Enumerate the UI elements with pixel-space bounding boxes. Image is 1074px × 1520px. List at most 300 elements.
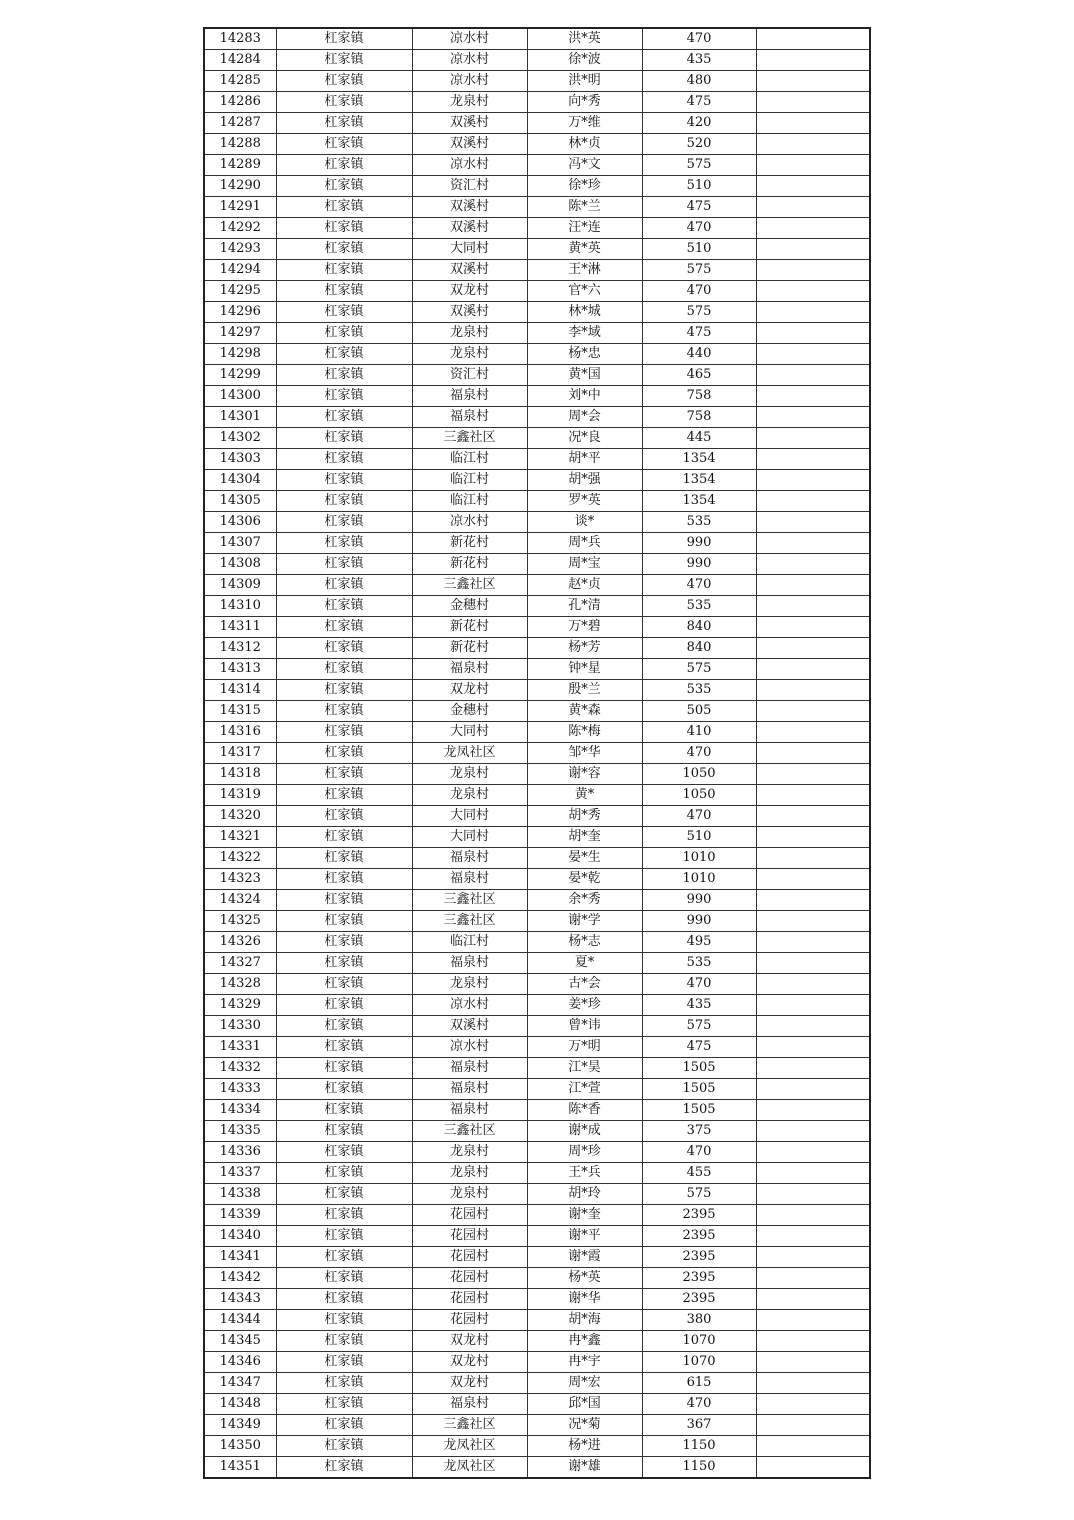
note-cell [756,743,870,764]
village-cell: 双溪村 [412,218,527,239]
town-cell: 杠家镇 [276,680,412,701]
amount-cell: 505 [642,701,756,722]
note-cell [756,1247,870,1268]
name-cell: 姜*珍 [527,995,642,1016]
village-cell: 大同村 [412,806,527,827]
note-cell [756,995,870,1016]
name-cell: 冉*宇 [527,1352,642,1373]
village-cell: 龙凤社区 [412,743,527,764]
amount-cell: 380 [642,1310,756,1331]
table-row [204,281,870,302]
name-cell: 邱*国 [527,1394,642,1415]
town-cell: 杠家镇 [276,113,412,134]
note-cell [756,344,870,365]
village-cell: 资汇村 [412,365,527,386]
table-row [204,890,870,911]
town-cell: 杠家镇 [276,848,412,869]
serial-cell: 14350 [204,1436,276,1457]
village-cell: 临江村 [412,470,527,491]
serial-cell: 14294 [204,260,276,281]
name-cell: 晏*生 [527,848,642,869]
amount-cell: 575 [642,1016,756,1037]
town-cell: 杠家镇 [276,1457,412,1479]
name-cell: 杨*芳 [527,638,642,659]
village-cell: 资汇村 [412,176,527,197]
note-cell [756,869,870,890]
name-cell: 黄*英 [527,239,642,260]
note-cell [756,176,870,197]
town-cell: 杠家镇 [276,512,412,533]
note-cell [756,1205,870,1226]
serial-cell: 14325 [204,911,276,932]
village-cell: 双溪村 [412,260,527,281]
town-cell: 杠家镇 [276,1352,412,1373]
serial-cell: 14311 [204,617,276,638]
table-row [204,28,870,50]
note-cell [756,449,870,470]
serial-cell: 14299 [204,365,276,386]
town-cell: 杠家镇 [276,428,412,449]
town-cell: 杠家镇 [276,1436,412,1457]
serial-cell: 14351 [204,1457,276,1479]
village-cell: 三鑫社区 [412,890,527,911]
town-cell: 杠家镇 [276,617,412,638]
town-cell: 杠家镇 [276,1415,412,1436]
serial-cell: 14285 [204,71,276,92]
village-cell: 福泉村 [412,1058,527,1079]
name-cell: 陈*梅 [527,722,642,743]
name-cell: 余*秀 [527,890,642,911]
village-cell: 福泉村 [412,1100,527,1121]
amount-cell: 470 [642,974,756,995]
table-row [204,1268,870,1289]
note-cell [756,554,870,575]
note-cell [756,1226,870,1247]
table-row [204,869,870,890]
town-cell: 杠家镇 [276,1247,412,1268]
note-cell [756,92,870,113]
village-cell: 福泉村 [412,386,527,407]
table-row [204,680,870,701]
table-row [204,1205,870,1226]
village-cell: 龙凤社区 [412,1457,527,1479]
serial-cell: 14340 [204,1226,276,1247]
name-cell: 谢*雄 [527,1457,642,1479]
village-cell: 龙泉村 [412,92,527,113]
town-cell: 杠家镇 [276,764,412,785]
table-row [204,1457,870,1479]
amount-cell: 1354 [642,449,756,470]
table-row [204,764,870,785]
amount-cell: 1050 [642,785,756,806]
serial-cell: 14342 [204,1268,276,1289]
town-cell: 杠家镇 [276,323,412,344]
village-cell: 凉水村 [412,995,527,1016]
town-cell: 杠家镇 [276,785,412,806]
village-cell: 临江村 [412,932,527,953]
table-row [204,113,870,134]
note-cell [756,239,870,260]
note-cell [756,407,870,428]
note-cell [756,260,870,281]
table-row [204,701,870,722]
note-cell [756,827,870,848]
amount-cell: 495 [642,932,756,953]
name-cell: 徐*波 [527,50,642,71]
note-cell [756,428,870,449]
note-cell [756,155,870,176]
serial-cell: 14310 [204,596,276,617]
village-cell: 凉水村 [412,155,527,176]
amount-cell: 575 [642,1184,756,1205]
name-cell: 胡*秀 [527,806,642,827]
name-cell: 周*宏 [527,1373,642,1394]
amount-cell: 475 [642,1037,756,1058]
note-cell [756,218,870,239]
serial-cell: 14309 [204,575,276,596]
village-cell: 双溪村 [412,1016,527,1037]
amount-cell: 510 [642,239,756,260]
table-row [204,743,870,764]
name-cell: 谢*成 [527,1121,642,1142]
table-row [204,1184,870,1205]
village-cell: 花园村 [412,1289,527,1310]
town-cell: 杠家镇 [276,1037,412,1058]
village-cell: 三鑫社区 [412,1121,527,1142]
name-cell: 江*昊 [527,1058,642,1079]
town-cell: 杠家镇 [276,575,412,596]
village-cell: 凉水村 [412,512,527,533]
serial-cell: 14337 [204,1163,276,1184]
village-cell: 花园村 [412,1310,527,1331]
serial-cell: 14326 [204,932,276,953]
name-cell: 谢*霞 [527,1247,642,1268]
serial-cell: 14318 [204,764,276,785]
amount-cell: 2395 [642,1226,756,1247]
serial-cell: 14338 [204,1184,276,1205]
table-row [204,848,870,869]
town-cell: 杠家镇 [276,1100,412,1121]
amount-cell: 470 [642,1142,756,1163]
table-row [204,1247,870,1268]
town-cell: 杠家镇 [276,260,412,281]
table-row [204,365,870,386]
serial-cell: 14319 [204,785,276,806]
note-cell [756,134,870,155]
village-cell: 三鑫社区 [412,1415,527,1436]
serial-cell: 14302 [204,428,276,449]
data-table [203,27,871,1479]
table-row [204,911,870,932]
amount-cell: 535 [642,596,756,617]
amount-cell: 435 [642,50,756,71]
town-cell: 杠家镇 [276,1058,412,1079]
name-cell: 万*碧 [527,617,642,638]
note-cell [756,1331,870,1352]
name-cell: 晏*乾 [527,869,642,890]
name-cell: 陈*兰 [527,197,642,218]
town-cell: 杠家镇 [276,806,412,827]
note-cell [756,113,870,134]
table-row [204,722,870,743]
town-cell: 杠家镇 [276,1268,412,1289]
village-cell: 花园村 [412,1226,527,1247]
amount-cell: 1150 [642,1436,756,1457]
note-cell [756,953,870,974]
serial-cell: 14345 [204,1331,276,1352]
amount-cell: 840 [642,638,756,659]
name-cell: 周*会 [527,407,642,428]
table-row [204,197,870,218]
village-cell: 凉水村 [412,50,527,71]
serial-cell: 14289 [204,155,276,176]
table-row [204,638,870,659]
name-cell: 杨*忠 [527,344,642,365]
village-cell: 大同村 [412,827,527,848]
serial-cell: 14314 [204,680,276,701]
town-cell: 杠家镇 [276,407,412,428]
village-cell: 大同村 [412,239,527,260]
village-cell: 龙泉村 [412,764,527,785]
serial-cell: 14291 [204,197,276,218]
name-cell: 夏* [527,953,642,974]
town-cell: 杠家镇 [276,155,412,176]
table-row [204,575,870,596]
serial-cell: 14349 [204,1415,276,1436]
name-cell: 官*六 [527,281,642,302]
table-row [204,449,870,470]
note-cell [756,1289,870,1310]
name-cell: 洪*英 [527,28,642,50]
town-cell: 杠家镇 [276,1142,412,1163]
town-cell: 杠家镇 [276,911,412,932]
village-cell: 福泉村 [412,1394,527,1415]
village-cell: 花园村 [412,1247,527,1268]
amount-cell: 575 [642,659,756,680]
village-cell: 福泉村 [412,1079,527,1100]
town-cell: 杠家镇 [276,50,412,71]
amount-cell: 535 [642,512,756,533]
serial-cell: 14333 [204,1079,276,1100]
village-cell: 龙泉村 [412,344,527,365]
name-cell: 冉*鑫 [527,1331,642,1352]
village-cell: 三鑫社区 [412,428,527,449]
table-row [204,1100,870,1121]
amount-cell: 1070 [642,1331,756,1352]
amount-cell: 2395 [642,1289,756,1310]
table-row [204,554,870,575]
town-cell: 杠家镇 [276,71,412,92]
village-cell: 凉水村 [412,71,527,92]
name-cell: 谢*学 [527,911,642,932]
serial-cell: 14341 [204,1247,276,1268]
town-cell: 杠家镇 [276,92,412,113]
village-cell: 凉水村 [412,28,527,50]
note-cell [756,974,870,995]
serial-cell: 14315 [204,701,276,722]
table-row [204,1142,870,1163]
serial-cell: 14316 [204,722,276,743]
note-cell [756,1163,870,1184]
amount-cell: 990 [642,533,756,554]
amount-cell: 575 [642,260,756,281]
name-cell: 赵*贞 [527,575,642,596]
note-cell [756,764,870,785]
serial-cell: 14330 [204,1016,276,1037]
town-cell: 杠家镇 [276,281,412,302]
village-cell: 双溪村 [412,197,527,218]
serial-cell: 14313 [204,659,276,680]
village-cell: 花园村 [412,1205,527,1226]
note-cell [756,302,870,323]
village-cell: 金穗村 [412,596,527,617]
village-cell: 双龙村 [412,1352,527,1373]
note-cell [756,932,870,953]
amount-cell: 470 [642,1394,756,1415]
table-row [204,386,870,407]
town-cell: 杠家镇 [276,1394,412,1415]
note-cell [756,890,870,911]
serial-cell: 14332 [204,1058,276,1079]
village-cell: 双溪村 [412,113,527,134]
name-cell: 汪*连 [527,218,642,239]
note-cell [756,1268,870,1289]
amount-cell: 1010 [642,848,756,869]
table-row [204,1226,870,1247]
serial-cell: 14304 [204,470,276,491]
town-cell: 杠家镇 [276,1163,412,1184]
serial-cell: 14343 [204,1289,276,1310]
town-cell: 杠家镇 [276,554,412,575]
table-row [204,1394,870,1415]
amount-cell: 575 [642,155,756,176]
village-cell: 新花村 [412,533,527,554]
table-row [204,428,870,449]
village-cell: 福泉村 [412,848,527,869]
table-row [204,92,870,113]
name-cell: 殷*兰 [527,680,642,701]
town-cell: 杠家镇 [276,533,412,554]
note-cell [756,1394,870,1415]
village-cell: 临江村 [412,491,527,512]
note-cell [756,470,870,491]
name-cell: 古*会 [527,974,642,995]
serial-cell: 14344 [204,1310,276,1331]
amount-cell: 535 [642,680,756,701]
note-cell [756,533,870,554]
name-cell: 谢*华 [527,1289,642,1310]
town-cell: 杠家镇 [276,218,412,239]
table-row [204,218,870,239]
note-cell [756,50,870,71]
village-cell: 龙泉村 [412,785,527,806]
table-row [204,953,870,974]
town-cell: 杠家镇 [276,638,412,659]
town-cell: 杠家镇 [276,701,412,722]
note-cell [756,1016,870,1037]
note-cell [756,848,870,869]
note-cell [756,365,870,386]
town-cell: 杠家镇 [276,1289,412,1310]
note-cell [756,1457,870,1479]
name-cell: 谢*奎 [527,1205,642,1226]
serial-cell: 14334 [204,1100,276,1121]
table-row [204,785,870,806]
note-cell [756,617,870,638]
note-cell [756,491,870,512]
note-cell [756,281,870,302]
village-cell: 福泉村 [412,869,527,890]
amount-cell: 435 [642,995,756,1016]
name-cell: 杨*英 [527,1268,642,1289]
village-cell: 花园村 [412,1268,527,1289]
note-cell [756,512,870,533]
amount-cell: 510 [642,827,756,848]
serial-cell: 14298 [204,344,276,365]
table-row [204,302,870,323]
amount-cell: 1505 [642,1100,756,1121]
note-cell [756,1415,870,1436]
town-cell: 杠家镇 [276,1016,412,1037]
name-cell: 谢*平 [527,1226,642,1247]
table-row [204,71,870,92]
table-body [204,28,870,1478]
note-cell [756,806,870,827]
note-cell [756,1373,870,1394]
town-cell: 杠家镇 [276,1310,412,1331]
town-cell: 杠家镇 [276,1226,412,1247]
table-row [204,827,870,848]
table-row [204,1121,870,1142]
village-cell: 龙泉村 [412,1163,527,1184]
note-cell [756,701,870,722]
table-row [204,1079,870,1100]
name-cell: 江*萱 [527,1079,642,1100]
amount-cell: 445 [642,428,756,449]
serial-cell: 14335 [204,1121,276,1142]
village-cell: 双龙村 [412,1331,527,1352]
name-cell: 万*明 [527,1037,642,1058]
name-cell: 周*珍 [527,1142,642,1163]
table-row [204,596,870,617]
table-row [204,974,870,995]
amount-cell: 455 [642,1163,756,1184]
serial-cell: 14300 [204,386,276,407]
amount-cell: 470 [642,28,756,50]
note-cell [756,1352,870,1373]
note-cell [756,1037,870,1058]
name-cell: 杨*志 [527,932,642,953]
table-row [204,932,870,953]
amount-cell: 465 [642,365,756,386]
amount-cell: 470 [642,806,756,827]
village-cell: 新花村 [412,617,527,638]
table-row [204,1163,870,1184]
amount-cell: 470 [642,218,756,239]
serial-cell: 14320 [204,806,276,827]
name-cell: 王*淋 [527,260,642,281]
name-cell: 王*兵 [527,1163,642,1184]
name-cell: 杨*进 [527,1436,642,1457]
name-cell: 孔*清 [527,596,642,617]
amount-cell: 475 [642,323,756,344]
village-cell: 三鑫社区 [412,911,527,932]
table-row [204,407,870,428]
amount-cell: 2395 [642,1205,756,1226]
town-cell: 杠家镇 [276,302,412,323]
town-cell: 杠家镇 [276,1205,412,1226]
name-cell: 黄*国 [527,365,642,386]
